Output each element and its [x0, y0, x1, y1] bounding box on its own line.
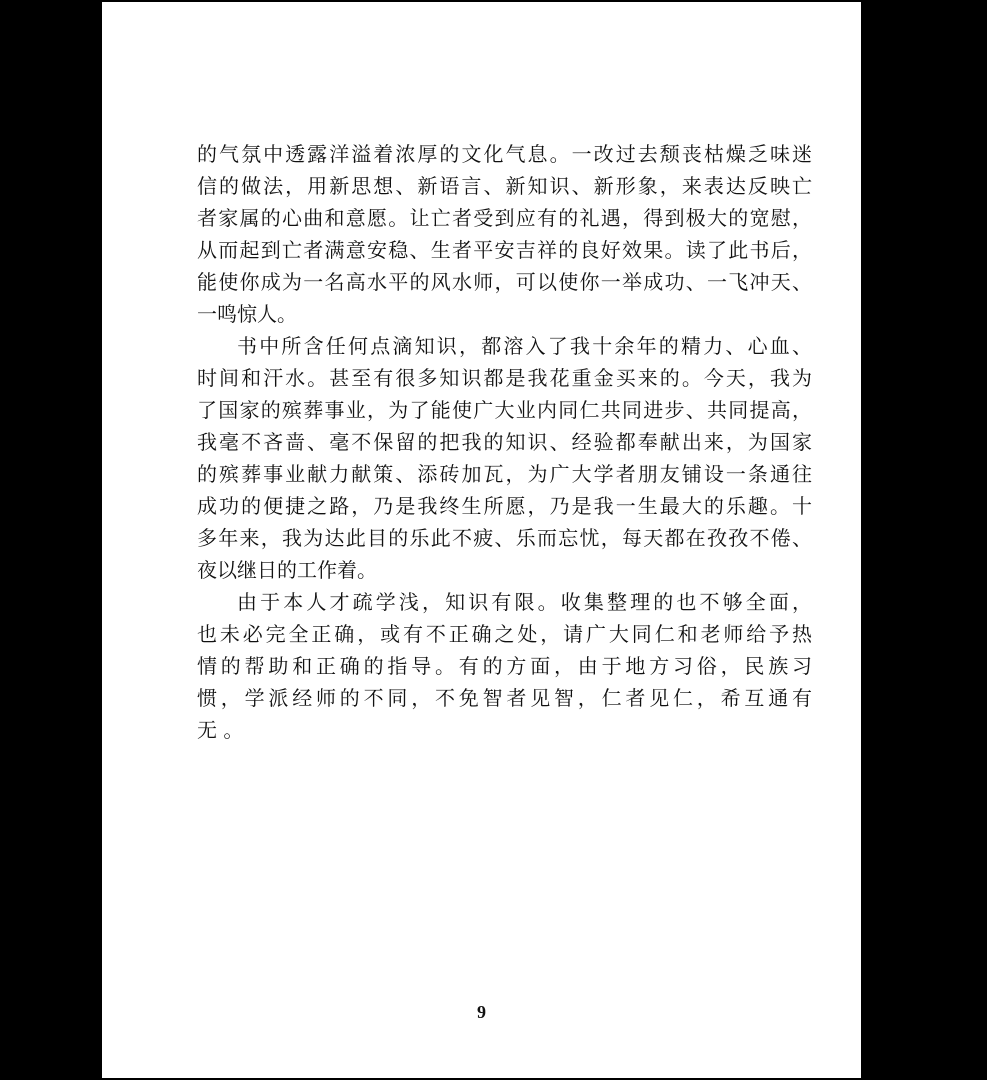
page-number: 9: [477, 1002, 486, 1022]
body-text: [197, 138, 812, 746]
text-line: 也未必完全正确，或有不正确之处，请广大同仁和老师给予热: [197, 622, 812, 646]
text-line: 了国家的殡葬事业，为了能使广大业内同仁共同进步、共同提高，: [197, 398, 812, 422]
paragraph-2: [197, 330, 812, 586]
text-line: 我毫不吝啬、毫不保留的把我的知识、经验都奉献出来，为国家: [197, 430, 812, 454]
text-line: 无 。: [197, 718, 244, 742]
text-line: 书中所含任何点滴知识，都溶入了我十余年的精力、心血、: [237, 334, 812, 358]
text-line: 者家属的心曲和意愿。让亡者受到应有的礼遇，得到极大的宽慰，: [197, 206, 812, 230]
text-line: 时间和汗水。甚至有很多知识都是我花重金买来的。今天，我为: [197, 366, 812, 390]
text-line: 信的做法，用新思想、新语言、新知识、新形象，来表达反映亡: [197, 174, 812, 198]
document-page: [102, 2, 861, 1078]
text-line: 惯，学派经师的不同，不免智者见智，仁者见仁，希互通有: [197, 686, 812, 710]
text-line: 由于本人才疏学浅，知识有限。收集整理的也不够全面，: [237, 590, 812, 614]
text-line: 成功的便捷之路，乃是我终生所愿，乃是我一生最大的乐趣。十: [197, 494, 812, 518]
text-line: 多年来，我为达此目的乐此不疲、乐而忘忧，每天都在孜孜不倦、: [197, 526, 812, 550]
text-line: 情的帮助和正确的指导。有的方面，由于地方习俗，民族习: [197, 654, 812, 678]
paragraph-3: [197, 586, 812, 746]
text-line: 一鸣惊人。: [197, 302, 297, 326]
text-line: 从而起到亡者满意安稳、生者平安吉祥的良好效果。读了此书后，: [197, 238, 812, 262]
text-line: 的殡葬事业献力献策、添砖加瓦，为广大学者朋友铺设一条通往: [197, 462, 812, 486]
text-line: 夜以继日的工作着。: [197, 558, 377, 582]
text-line: 能使你成为一名高水平的风水师，可以使你一举成功、一飞冲天、: [197, 270, 812, 294]
text-line: 的气氛中透露洋溢着浓厚的文化气息。一改过去颓丧枯燥乏味迷: [197, 142, 812, 166]
paragraph-1: [197, 138, 812, 330]
